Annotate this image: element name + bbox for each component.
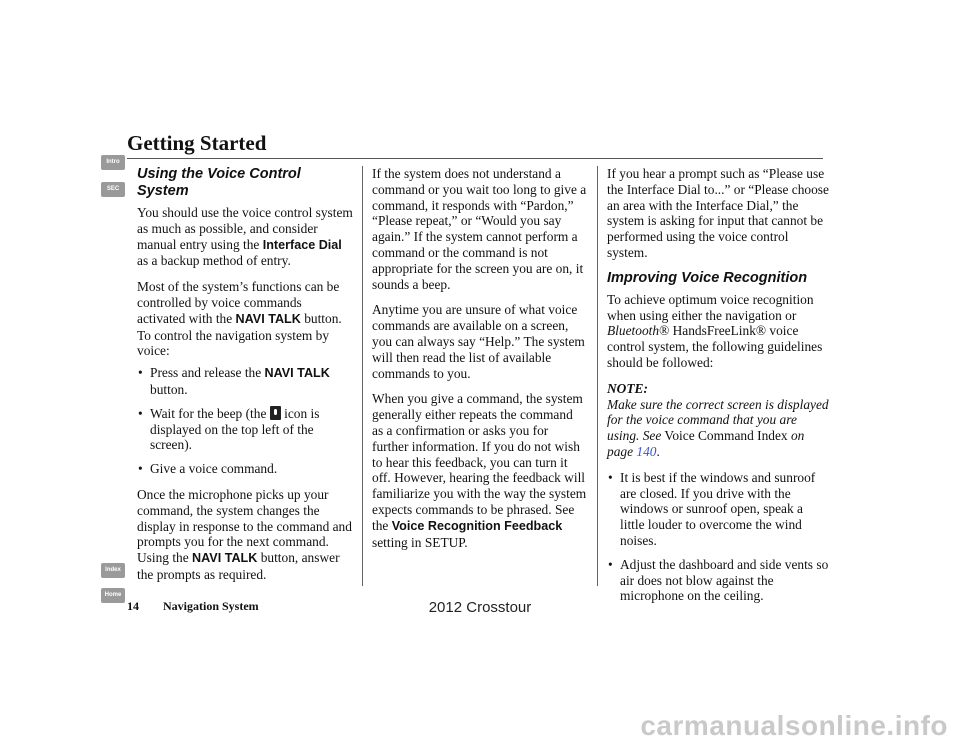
paragraph bbox=[137, 205, 353, 269]
text: ® HandsFreeLink® voice control system, the following guidelines should be followed: bbox=[607, 323, 823, 370]
index-tab[interactable]: Index bbox=[101, 563, 125, 578]
intro-tab[interactable]: Intro bbox=[101, 155, 125, 170]
text: To achieve optimum voice recognition when using either the navigation or bbox=[607, 291, 814, 323]
text: Most of the system’s functions can be controlled by voice commands activated with the bbox=[137, 279, 340, 326]
section-heading-voice-control: Using the Voice Control System bbox=[137, 166, 301, 199]
column-2 bbox=[372, 166, 587, 560]
text: Press and release the bbox=[150, 365, 265, 381]
navi-talk-label: NAVI TALK bbox=[192, 551, 258, 566]
title-divider bbox=[127, 158, 823, 159]
paragraph bbox=[372, 391, 587, 550]
page-title: Getting Started bbox=[127, 131, 267, 155]
list-item: • It is best if the windows and sunroof are closed. If you drive with the windows or sunroof open, speak a little louder to overcome the wind noises. bbox=[607, 470, 829, 549]
paragraph: If you hear a prompt such as “Please use the Interface Dial to...” or “Please choose an area with the Interface Dial,” the system is asking for input that cannot be performed using the voice control system. bbox=[607, 166, 829, 260]
site-watermark: carmanualsonline.info bbox=[640, 710, 948, 741]
home-tab[interactable]: Home bbox=[101, 588, 125, 603]
page-link[interactable]: 140 bbox=[636, 443, 657, 459]
column-1 bbox=[137, 166, 353, 593]
text: button. To control the navigation system by voice: bbox=[137, 310, 342, 359]
text: setting in SETUP. bbox=[372, 534, 468, 550]
text: . bbox=[656, 443, 660, 459]
paragraph bbox=[607, 292, 829, 371]
note-label: NOTE: bbox=[607, 380, 648, 396]
text: on page bbox=[607, 428, 805, 459]
list-item bbox=[137, 406, 353, 453]
interface-dial-label: Interface Dial bbox=[262, 237, 342, 252]
paragraph bbox=[137, 279, 353, 359]
paragraph: Anytime you are unsure of what voice commands are available on a screen, you can always say “Help.” The system will then read the list of available commands to you. bbox=[372, 302, 585, 381]
column-divider bbox=[597, 166, 598, 586]
page-number: 14 bbox=[127, 599, 139, 613]
footer-section: Navigation System bbox=[163, 599, 259, 613]
voice-control-icon bbox=[270, 406, 281, 420]
text: as a backup method of entry. bbox=[137, 253, 291, 269]
paragraph: If the system does not understand a command or you wait too long to give a command, it responds with “Pardon,” “Please repeat,” or “Would you say again.” If the system cannot perform a command or the command is not appropriate for the screen you are on, it sounds a beep. bbox=[372, 166, 587, 292]
navi-talk-label: NAVI TALK bbox=[264, 366, 330, 381]
column-3 bbox=[607, 166, 829, 614]
text: button, answer the prompts as required. bbox=[137, 550, 340, 582]
navi-talk-label: NAVI TALK bbox=[235, 311, 301, 326]
list-item: • Adjust the dashboard and side vents so air does not blow against the microphone on the ceiling. bbox=[607, 557, 829, 604]
text: button. bbox=[150, 381, 188, 397]
list-item: • Give a voice command. bbox=[137, 461, 353, 477]
voice-recognition-feedback-label: Voice Recognition Feedback bbox=[391, 518, 563, 533]
text: Voice Command Index bbox=[661, 428, 791, 444]
section-heading-improving: Improving Voice Recognition bbox=[607, 269, 808, 286]
text: icon is displayed on the top left of the screen). bbox=[150, 405, 320, 453]
toc-tab[interactable]: SEC bbox=[101, 182, 125, 197]
text: Make sure the correct screen is displayed for the voice command that you are using. See bbox=[607, 396, 829, 444]
steps-list bbox=[137, 365, 353, 477]
paragraph bbox=[137, 487, 353, 583]
text: Wait for the beep (the bbox=[150, 405, 270, 421]
guidelines-list bbox=[607, 470, 829, 604]
text: Bluetooth bbox=[607, 323, 660, 339]
text: When you give a command, the system generally either repeats the command as a confirmation or asks you for further information. If you do not wish to hear this feedback, you can turn it off. However, hearing the feedback will familiarize you with the way the system expects commands to be phrased. See the bbox=[372, 391, 587, 533]
column-divider bbox=[362, 166, 363, 586]
text: You should use the voice control system as much as possible, and consider manual entry using the bbox=[137, 205, 353, 252]
note bbox=[607, 381, 829, 460]
text: Once the microphone picks up your command, the system changes the display in response to the command and prompts you for the next command. Using the bbox=[137, 486, 352, 566]
list-item bbox=[137, 365, 353, 398]
model-watermark: 2012 Crosstour bbox=[428, 599, 532, 616]
